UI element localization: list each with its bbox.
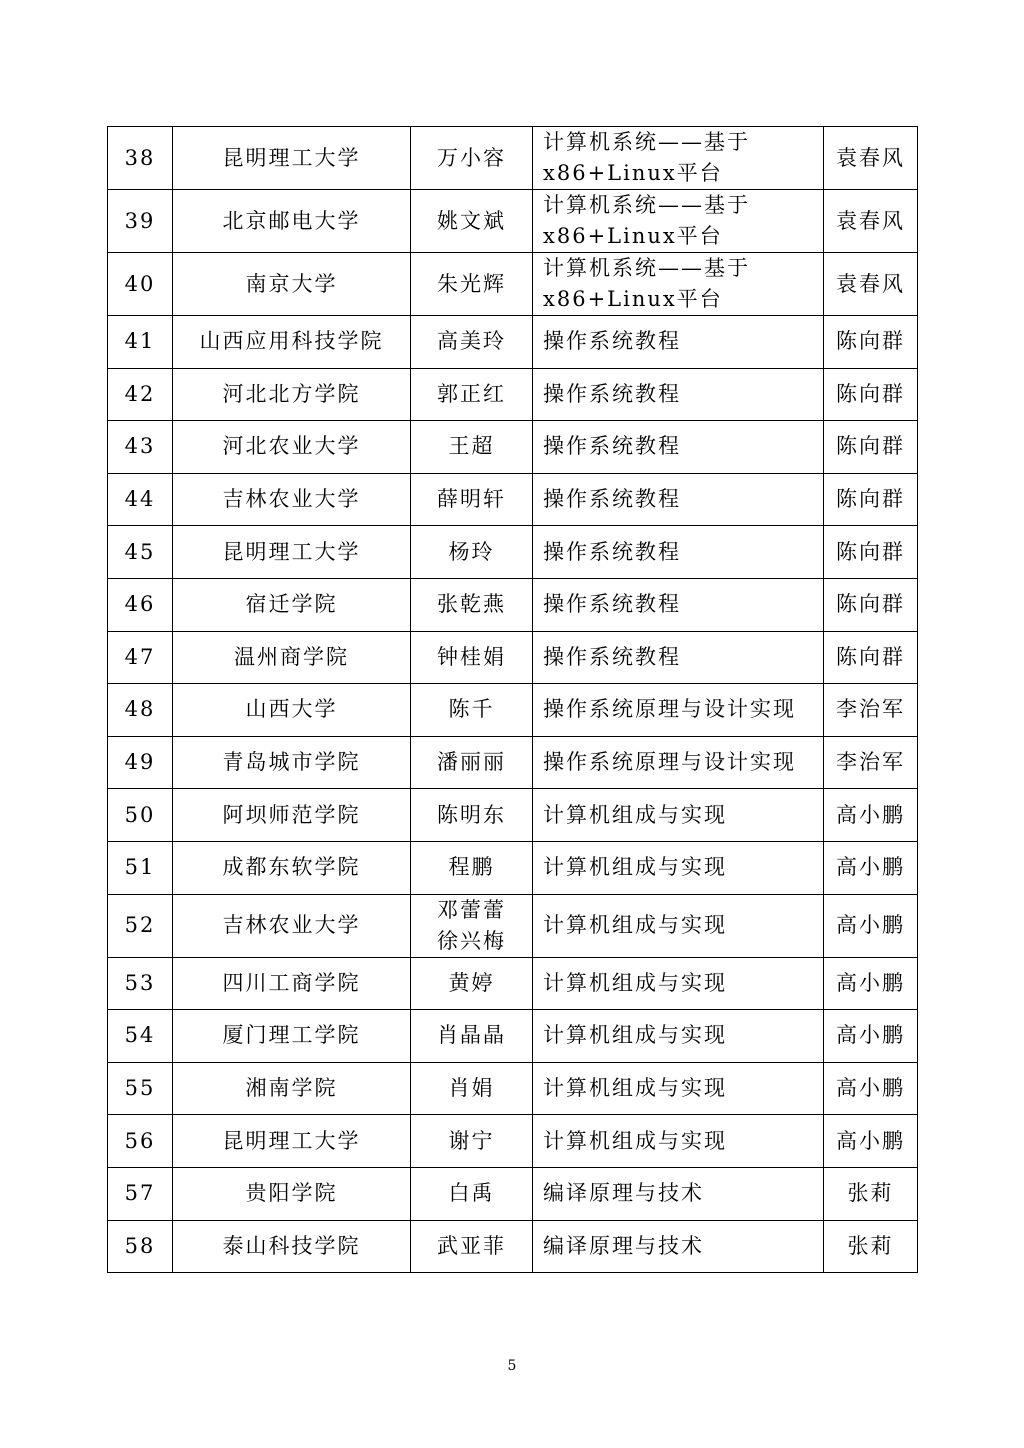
author-cell: 袁春风 [824, 127, 918, 190]
table-row [108, 684, 918, 737]
school-cell: 昆明理工大学 [173, 526, 411, 579]
table-row [108, 631, 918, 684]
course-cell: 操作系统原理与设计实现 [533, 736, 824, 789]
course-cell: 计算机系统——基于x86+Linux平台 [533, 253, 824, 316]
school-cell: 温州商学院 [173, 631, 411, 684]
school-cell: 成都东软学院 [173, 841, 411, 894]
teacher-name-cell [411, 368, 533, 421]
teacher-name-cell [411, 127, 533, 190]
teacher-name: 徐兴梅 [437, 928, 506, 953]
course-cell: 操作系统教程 [533, 526, 824, 579]
teacher-name: 杨玲 [448, 539, 495, 564]
table-row [108, 1115, 918, 1168]
row-number-cell: 58 [108, 1220, 173, 1273]
teacher-name-cell [411, 736, 533, 789]
teacher-name: 陈千 [448, 697, 495, 722]
school-cell: 贵阳学院 [173, 1167, 411, 1220]
table-row [108, 789, 918, 842]
school-cell: 昆明理工大学 [173, 127, 411, 190]
table-row [108, 957, 918, 1010]
school-cell: 泰山科技学院 [173, 1220, 411, 1273]
teacher-name: 万小容 [437, 145, 506, 170]
author-cell: 袁春风 [824, 253, 918, 316]
roster-table-body [108, 127, 918, 1273]
table-row [108, 253, 918, 316]
author-cell: 陈向群 [824, 421, 918, 474]
author-cell: 张莉 [824, 1220, 918, 1273]
teacher-name-cell [411, 190, 533, 253]
school-cell: 山西应用科技学院 [173, 316, 411, 369]
author-cell: 高小鹏 [824, 957, 918, 1010]
school-cell: 宿迁学院 [173, 578, 411, 631]
school-cell: 河北农业大学 [173, 421, 411, 474]
school-cell: 湘南学院 [173, 1062, 411, 1115]
teacher-name-cell [411, 421, 533, 474]
school-cell: 吉林农业大学 [173, 473, 411, 526]
row-number-cell: 46 [108, 578, 173, 631]
school-cell: 南京大学 [173, 253, 411, 316]
table-row [108, 316, 918, 369]
roster-table [107, 126, 918, 1273]
table-row [108, 841, 918, 894]
author-cell: 高小鹏 [824, 894, 918, 957]
teacher-name: 朱光辉 [437, 271, 506, 296]
teacher-name-cell [411, 631, 533, 684]
author-cell: 陈向群 [824, 578, 918, 631]
row-number-cell: 57 [108, 1167, 173, 1220]
course-cell: 计算机组成与实现 [533, 789, 824, 842]
school-cell: 河北北方学院 [173, 368, 411, 421]
table-row [108, 1167, 918, 1220]
row-number-cell: 52 [108, 894, 173, 957]
author-cell: 高小鹏 [824, 1062, 918, 1115]
row-number-cell: 44 [108, 473, 173, 526]
teacher-name: 黄婷 [448, 970, 495, 995]
course-cell: 操作系统教程 [533, 368, 824, 421]
school-cell: 山西大学 [173, 684, 411, 737]
table-row [108, 1062, 918, 1115]
teacher-name: 武亚菲 [437, 1233, 506, 1258]
row-number-cell: 47 [108, 631, 173, 684]
table-row [108, 894, 918, 957]
course-cell: 操作系统教程 [533, 631, 824, 684]
author-cell: 高小鹏 [824, 1010, 918, 1063]
table-row [108, 1220, 918, 1273]
author-cell: 高小鹏 [824, 1115, 918, 1168]
row-number-cell: 49 [108, 736, 173, 789]
teacher-name-cell [411, 1115, 533, 1168]
teacher-name: 张乾燕 [437, 592, 506, 617]
row-number-cell: 40 [108, 253, 173, 316]
teacher-name-cell [411, 253, 533, 316]
author-cell: 李治军 [824, 736, 918, 789]
teacher-name-cell [411, 684, 533, 737]
teacher-name-cell [411, 1062, 533, 1115]
table-row [108, 473, 918, 526]
teacher-name: 郭正红 [437, 381, 506, 406]
teacher-name: 肖晶晶 [437, 1023, 506, 1048]
course-cell: 操作系统原理与设计实现 [533, 684, 824, 737]
table-row [108, 368, 918, 421]
table-row [108, 578, 918, 631]
course-cell: 编译原理与技术 [533, 1220, 824, 1273]
course-cell: 计算机组成与实现 [533, 841, 824, 894]
author-cell: 陈向群 [824, 316, 918, 369]
table-row [108, 127, 918, 190]
teacher-name: 程鹏 [448, 855, 495, 880]
row-number-cell: 38 [108, 127, 173, 190]
teacher-name-cell [411, 526, 533, 579]
course-cell: 计算机组成与实现 [533, 957, 824, 1010]
course-cell: 操作系统教程 [533, 316, 824, 369]
teacher-name: 薛明轩 [437, 487, 506, 512]
teacher-name-cell [411, 789, 533, 842]
table-row [108, 526, 918, 579]
course-cell: 计算机组成与实现 [533, 1115, 824, 1168]
row-number-cell: 39 [108, 190, 173, 253]
school-cell: 昆明理工大学 [173, 1115, 411, 1168]
teacher-name: 潘丽丽 [437, 750, 506, 775]
teacher-name: 高美玲 [437, 329, 506, 354]
school-cell: 吉林农业大学 [173, 894, 411, 957]
school-cell: 厦门理工学院 [173, 1010, 411, 1063]
row-number-cell: 54 [108, 1010, 173, 1063]
author-cell: 张莉 [824, 1167, 918, 1220]
school-cell: 阿坝师范学院 [173, 789, 411, 842]
author-cell: 袁春风 [824, 190, 918, 253]
teacher-name-cell [411, 1220, 533, 1273]
course-cell: 计算机组成与实现 [533, 1062, 824, 1115]
school-cell: 青岛城市学院 [173, 736, 411, 789]
row-number-cell: 56 [108, 1115, 173, 1168]
teacher-name: 白禹 [448, 1181, 495, 1206]
teacher-name: 姚文斌 [437, 208, 506, 233]
teacher-name: 邓蕾蕾 [437, 897, 506, 922]
teacher-name-cell [411, 841, 533, 894]
teacher-name: 钟桂娟 [437, 644, 506, 669]
course-cell: 计算机系统——基于x86+Linux平台 [533, 127, 824, 190]
teacher-name: 王超 [448, 434, 495, 459]
table-row [108, 421, 918, 474]
school-cell: 四川工商学院 [173, 957, 411, 1010]
author-cell: 高小鹏 [824, 841, 918, 894]
table-row [108, 736, 918, 789]
author-cell: 高小鹏 [824, 789, 918, 842]
teacher-name-cell [411, 957, 533, 1010]
row-number-cell: 48 [108, 684, 173, 737]
row-number-cell: 51 [108, 841, 173, 894]
row-number-cell: 41 [108, 316, 173, 369]
teacher-name-cell [411, 1010, 533, 1063]
row-number-cell: 45 [108, 526, 173, 579]
course-cell: 操作系统教程 [533, 473, 824, 526]
course-cell: 编译原理与技术 [533, 1167, 824, 1220]
course-cell: 计算机组成与实现 [533, 894, 824, 957]
teacher-name-cell [411, 578, 533, 631]
author-cell: 李治军 [824, 684, 918, 737]
school-cell: 北京邮电大学 [173, 190, 411, 253]
course-cell: 操作系统教程 [533, 578, 824, 631]
page-number: 5 [507, 1358, 517, 1374]
table-row [108, 1010, 918, 1063]
author-cell: 陈向群 [824, 631, 918, 684]
author-cell: 陈向群 [824, 473, 918, 526]
author-cell: 陈向群 [824, 526, 918, 579]
row-number-cell: 42 [108, 368, 173, 421]
author-cell: 陈向群 [824, 368, 918, 421]
course-cell: 计算机组成与实现 [533, 1010, 824, 1063]
teacher-name-cell [411, 473, 533, 526]
row-number-cell: 43 [108, 421, 173, 474]
course-cell: 计算机系统——基于x86+Linux平台 [533, 190, 824, 253]
teacher-name: 陈明东 [437, 802, 506, 827]
row-number-cell: 50 [108, 789, 173, 842]
teacher-name-cell [411, 316, 533, 369]
row-number-cell: 55 [108, 1062, 173, 1115]
teacher-name-cell [411, 1167, 533, 1220]
course-cell: 操作系统教程 [533, 421, 824, 474]
teacher-name-cell [411, 894, 533, 957]
teacher-name: 谢宁 [448, 1128, 495, 1153]
teacher-name: 肖娟 [448, 1076, 495, 1101]
row-number-cell: 53 [108, 957, 173, 1010]
table-row [108, 190, 918, 253]
